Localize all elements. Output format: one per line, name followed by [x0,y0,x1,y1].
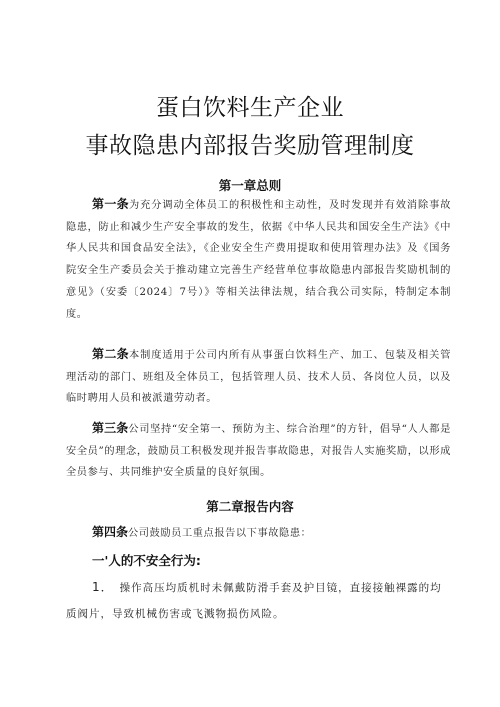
list-item-1 [66,574,451,627]
subheading-unsafe-behavior: 一'人的不安全行为: [92,553,201,568]
chapter-heading-1: 第一章总则 [218,178,282,193]
article-2-label: 第二条 [92,347,129,361]
list-item-1-text: 操作高压均质机时未佩戴防滑手套及护目镜，直接接触裸露的均质阀片，导致机械伤害或飞溅物损伤风险。 [66,582,442,620]
article-4-text: 公司鼓励员工重点报告以下事故隐患： [128,528,312,539]
article-4 [66,522,451,545]
document-title-line1: 蛋白饮料生产企业 [156,95,344,121]
article-1 [66,194,451,325]
list-item-1-number: 1． [92,580,114,594]
chapter-heading-2: 第二章报告内容 [206,499,294,514]
article-3-text: 公司坚持“安全第一、预防为主、综合治理”的方针，倡导“人人都是安全员”的理念，鼓励员工积极发现并报告事故隐患，对报告人实施奖励，以形成全员参与、共同维护安全质量的良好氛围。 [66,424,451,479]
article-1-label: 第一条 [92,197,129,211]
article-1-text: 为充分调动全体员工的积极性和主动性，及时发现并有效消除事故隐患，防止和减少生产安全事故的发生，依据《中华人民共和国安全生产法》《中华人民共和国食品安全法》，《企业安全生产费用提取和使用管理办法》及《国务院安全生产委员会关于推动建立完善生产经营单位事故隐患内部报告奖励机制的意见》（安委〔2024〕7号）》等相关法律法规，结合我公司实际，特制定本制度。 [66,200,451,320]
article-3 [66,418,451,484]
article-4-label: 第四条 [92,525,129,539]
document-title-line2: 事故隐患内部报告奖励管理制度 [85,133,415,159]
article-2-text: 本制度适用于公司内所有从事蛋白饮料生产、加工、包装及相关管理活动的部门、班组及全体员工，包括管理人员、技术人员、各岗位人员，以及临时聘用人员和被派遣劳动者。 [66,350,451,405]
article-2 [66,344,451,410]
article-3-label: 第三条 [92,421,129,435]
